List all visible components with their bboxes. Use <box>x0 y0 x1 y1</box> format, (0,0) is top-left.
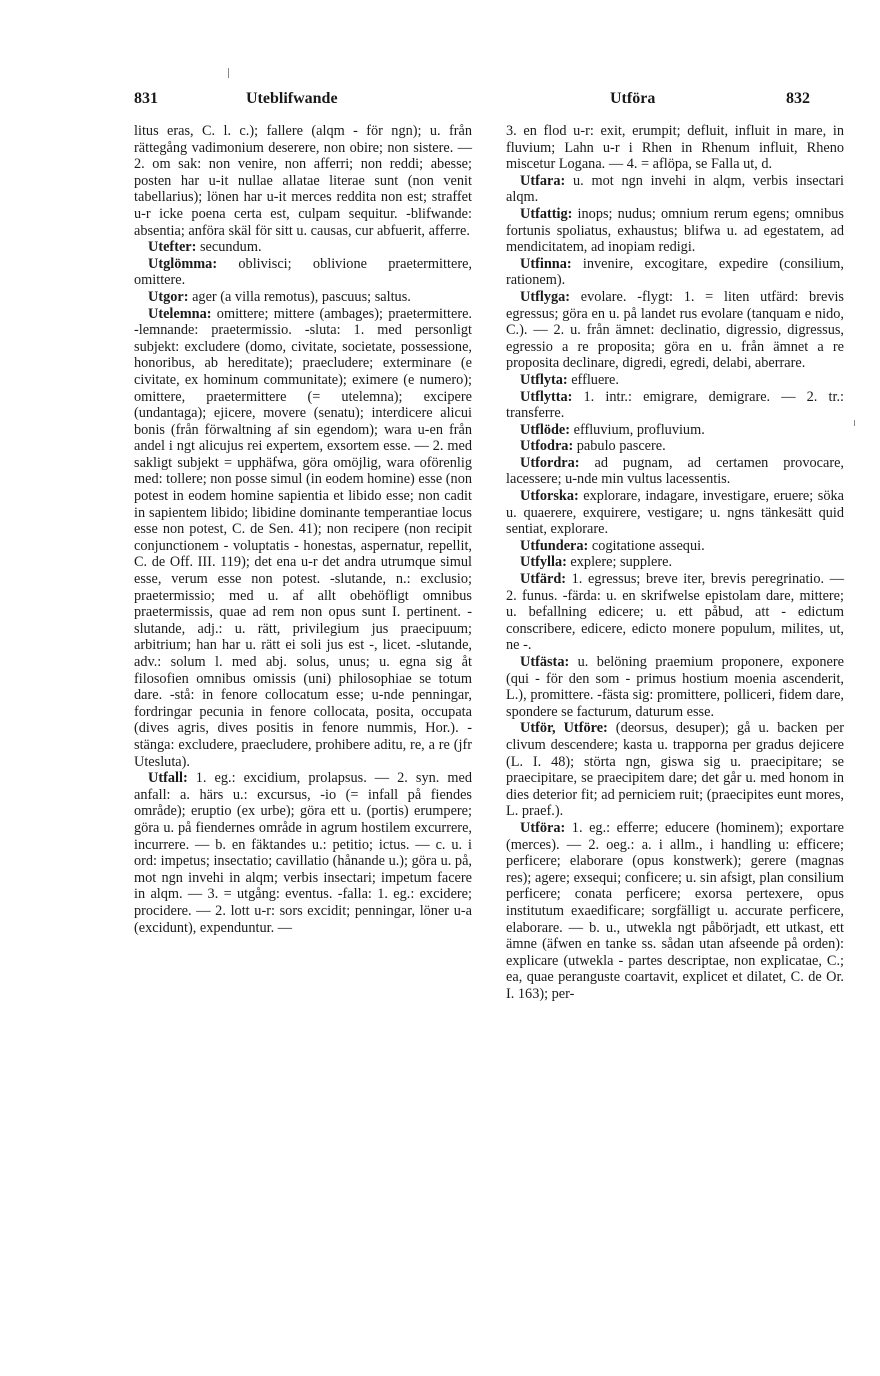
entry-headword: Utforska: <box>520 488 579 505</box>
entry-text: 1. egressus; breve iter, brevis peregrinatio. — 2. funus. -färda: u. en skrifwelse epistolam dare, mittere; u. befallning edicere; u. ett påbud, att - edictum conscribere, edicere, edicto monere populum, milites, ut, ne -. <box>506 571 844 654</box>
dictionary-entry <box>506 173 844 206</box>
entry-text: 1. eg.: excidium, prolapsus. — 2. syn. med anfall: a. härs u.: excursus, -io (= infall på fiendes område); eruptio (ex urbe); göra ett u. (portis) erumpere; göra u. på fiendernes område in agrum hostilem excurrere, incurrere. — b. en fäktandes u.: petitio; ictus. — c. u. i ord: impetus; insectatio; cavillatio (hånande u.); göra u. på, mot ngn invehi in alqm; verbis insectari; impetum facere in alqm. — 3. = utgång: eventus. -falla: 1. eg.: excidere; procidere. — 2. lott u-r: sors excidit; penningar, löner u-a (excidunt), expenduntur. — <box>134 770 472 936</box>
entry-text: u. mot ngn invehi in alqm, verbis insectari alqm. <box>506 172 844 206</box>
left-column <box>134 123 472 936</box>
dictionary-entry <box>134 239 472 256</box>
dictionary-entry <box>506 438 844 455</box>
entry-headword: Utfall: <box>148 770 188 787</box>
page-number-left: 831 <box>134 90 158 107</box>
entry-headword: Utflyga: <box>520 288 571 305</box>
right-column <box>506 123 844 1002</box>
entry-text: 1. intr.: emigrare, demigrare. — 2. tr.: transferre. <box>506 388 844 422</box>
dictionary-entry <box>506 720 844 820</box>
dictionary-entry <box>506 654 844 720</box>
guide-word-right: Utföra <box>610 90 656 107</box>
entry-headword: Utfärd: <box>520 571 567 588</box>
entry-text: (deorsus, desuper); gå u. backen per clivum descendere; kasta u. trapporna per gradus dejicere (L. I. 48); störta ngn, giswa sig u. praecipitare; se praecipitare, se praecipitem dare; det går u. med honom in dies deterior fit; ad perniciem ruit; (praecipites eunt mores, L. praef.). <box>506 720 844 820</box>
entry-text: invenire, excogitare, expedire (consilium, rationem). <box>506 255 844 289</box>
dictionary-entry <box>506 455 844 488</box>
dictionary-entry <box>506 422 844 439</box>
entry-headword: Utflyta: <box>520 371 568 388</box>
entry-headword: Utföra: <box>520 819 566 836</box>
scan-mark <box>854 420 855 426</box>
dictionary-entry <box>506 123 844 173</box>
entry-text: explorare, indagare, investigare, eruere; söka u. quaerere, exquirere, vestigare; u. ngns tänkesätt quid sentiat, explorare. <box>506 488 844 538</box>
entry-text: cogitatione assequi. <box>588 537 705 554</box>
entry-text: effluere. <box>567 371 619 388</box>
entry-text: secundum. <box>196 239 262 256</box>
entry-headword: Utelemna: <box>148 305 212 322</box>
entry-text: 3. en flod u-r: exit, erumpit; defluit, influit in mare, in fluvium; Lahn u-r i Rhen in Rhenum influit, Rheno miscetur Logana. — 4. = aflöpa, se Falla ut, d. <box>506 123 844 173</box>
entry-text: pabulo pascere. <box>573 438 666 455</box>
dictionary-entry <box>134 306 472 771</box>
entry-text: inops; nudus; omnium rerum egens; omnibus fortunis spoliatus, exhaustus; blifwa u. ad egestatem, ad mendicitatem, ad inopiam redigi. <box>506 205 844 256</box>
entry-text: u. belöning praemium proponere, exponere (qui - för den som - primus hostium moenia ascenderit, L.), promittere. -fästa sig: promittere, polliceri, fidem dare, spondere se facturum, daturum esse. <box>506 654 844 720</box>
dictionary-entry <box>506 538 844 555</box>
entry-text: evolare. -flygt: 1. = liten utfärd: brevis egressus; göra en u. på landet rus evolare (tanquam e nido, C.). — 2. u. från ämnet: declinatio, digressio, digressus, egressio a re proposita; göra en u. från ämnet a re proposita declinare, digredi, egredi, delabi, aberrare. <box>506 288 844 372</box>
dictionary-entry <box>134 256 472 289</box>
entry-headword: Utfylla: <box>520 554 567 571</box>
entry-headword: Utfara: <box>520 172 566 189</box>
entry-headword: Utflytta: <box>520 388 573 405</box>
entry-headword: Utfundera: <box>520 537 589 554</box>
entry-text: explere; supplere. <box>566 554 673 571</box>
entry-text: effluvium, profluvium. <box>570 421 705 438</box>
entry-headword: Utfodra: <box>520 438 574 455</box>
page-number-right: 832 <box>786 90 810 107</box>
entry-text: litus eras, C. l. c.); fallere (alqm - för ngn); u. från rättegång vadimonium deserere, non obire; non sistere. — 2. om sak: non venire, non afferri; non reddi; abesse; posten har u-it nullae allatae literae sunt (non venit tabellarius); lönen har u-it merces reddita non est; straffet u-r icke poena certa est, culpam sequitur. -blifwande: absentia; anföra skäl för sitt u. causas, cur abfuerit, afferre. <box>134 123 472 239</box>
dictionary-entry <box>506 256 844 289</box>
entry-headword: Utfästa: <box>520 654 570 670</box>
entry-text: oblivisci; oblivione praetermittere, omittere. <box>134 255 472 289</box>
dictionary-entry <box>506 289 844 372</box>
dictionary-entry <box>134 289 472 306</box>
entry-headword: Utglömma: <box>148 255 218 272</box>
entry-headword: Utfattig: <box>520 205 573 222</box>
guide-word-left: Uteblifwande <box>246 90 338 107</box>
dictionary-entry <box>506 488 844 538</box>
entry-headword: Utför, Utföre: <box>520 720 608 737</box>
entry-text: 1. eg.: efferre; educere (hominem); exportare (merces). — 2. oeg.: a. i allm., i handling u: efficere; perficere; elaborare (opus konstwerk); gerere (magnas res); agere; exsequi; conficere; u. sin afsigt, plan consilium perficere; conata perficere; exorsa pertexere, opus institutum exaedificare; sorgfälligt u. accurate perficere, elaborare. — b. u., utwekla ngt påbörjadt, ett utkast, ett ämne (äfwen en tanke ss. sådan utan afseende på orden): explicare (utwekla - partes descriptae, non explicatae, C.; ea, quae peranguste coartavit, explicet et dilatet, C. de Or. I. 163); per- <box>506 819 844 1002</box>
entry-headword: Utgor: <box>148 288 189 305</box>
entry-text: omittere; mittere (ambages); praetermittere. -lemnande: praetermissio. -sluta: 1. med personligt subjekt: excludere (domo, civitate, societate, possessione, honoribus, ab hereditate); praecludere; exterminare (e civitate, ex hominum communitate); eximere (e numero); omittere, praetermittere (= utelemna); excipere (undantaga); ejicere, movere (senatu); interdicere alicui bonis (från förwaltning af sin egendom); wara u-en från andel i ngt alicujus rei expertem, exsortem esse. — 2. med sakligt subjekt = upphäfwa, göra omöjlig, wara oförenlig med: tollere; non posse simul (in eodem homine) esse (non potest in eodem homine sapientia et libido esse; non cadit in sapientem libido; libidine dominante temperantiae locus esse non potest, C. de Sen. 41); non recipere (non recipit conjunctionem - voluptatis - honestas, aspernatur, repellit, C. de Off. III. 119); det ena u-r det andra utrumque simul esse, verum esse non potest. -slutande, n.: exclusio; praetermissio; med u. af allt obehöfligt omnibus praetermissis, quae ad rem non opus sunt I. pertinent. -slutande, adj.: u. rätt, privilegium jus praecipuum; arbitrium; han har u. rätt ei soli jus est -, licet. -slutande, adv.: solum l. med abj. solus, unus; u. egna sig åt filosofien omnibus omissis (uni) philosophiae se totum dare. -stå: in fenore collocatum esse; u-nde penningar, fordringar pecunia in fenore collocata, posita, occupata (dives agris, dives positis in fenore nummis, Hor.). -stänga: excludere, praecludere, prohibere aditu, re, a re (jfr Utesluta). <box>134 305 472 770</box>
dictionary-entry <box>134 123 472 239</box>
dictionary-entry <box>134 770 472 936</box>
entry-headword: Utflöde: <box>520 421 571 438</box>
page-header <box>0 90 880 114</box>
dictionary-entry <box>506 571 844 654</box>
scan-mark <box>228 68 229 78</box>
entry-headword: Utfordra: <box>520 454 580 471</box>
dictionary-entry <box>506 372 844 389</box>
entry-headword: Utefter: <box>148 239 197 256</box>
dictionary-entry <box>506 389 844 422</box>
dictionary-entry <box>506 206 844 256</box>
dictionary-entry <box>506 554 844 571</box>
entry-headword: Utfinna: <box>520 255 572 272</box>
entry-text: ager (a villa remotus), pascuus; saltus. <box>188 288 411 305</box>
entry-text: ad pugnam, ad certamen provocare, lacessere; u-nde min vultus lacessentis. <box>506 454 844 488</box>
dictionary-entry <box>506 820 844 1003</box>
